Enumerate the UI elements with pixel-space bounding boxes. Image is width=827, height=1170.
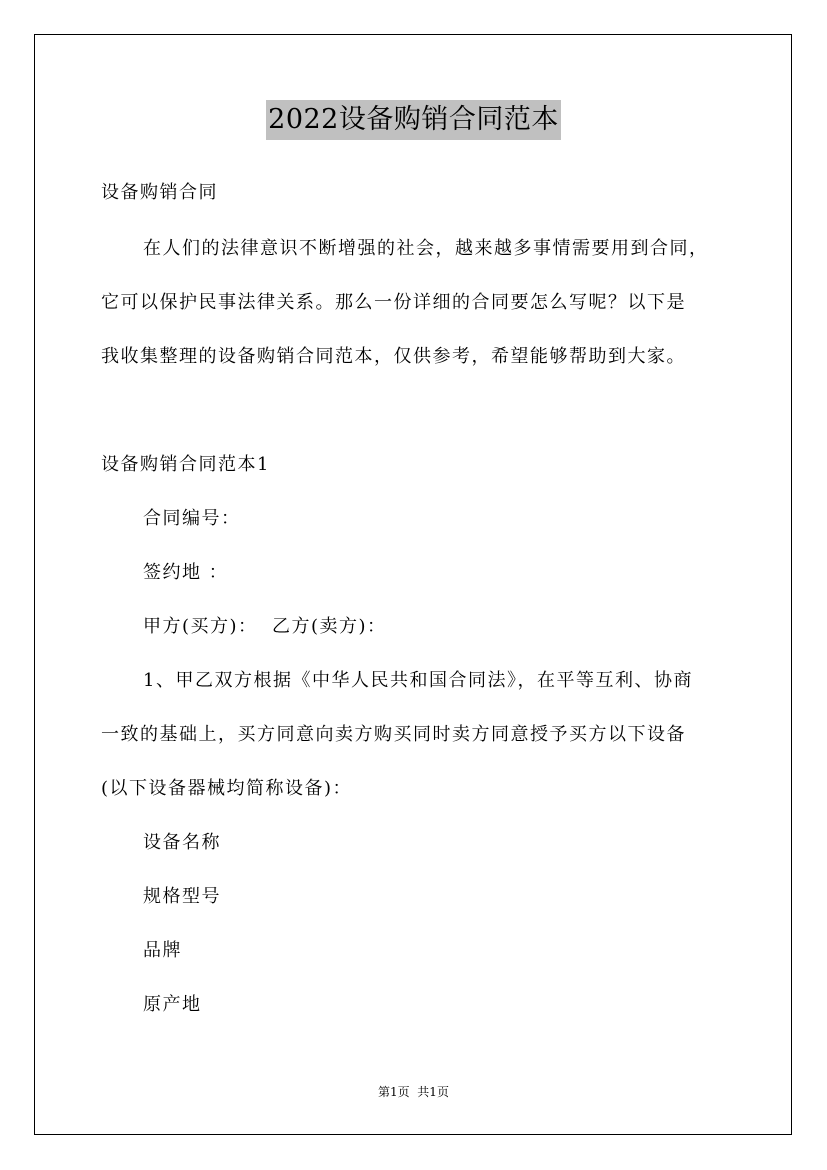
intro-line-2: 它可以保护民事法律关系。那么一份详细的合同要怎么写呢？以下是 (101, 292, 686, 313)
contract-number-label: 合同编号： (143, 508, 241, 529)
signing-place-label: 签约地 ： (143, 562, 229, 583)
item-model: 规格型号 (143, 886, 221, 907)
item-brand: 品牌 (143, 940, 182, 961)
intro-line-3: 我收集整理的设备购销合同范本，仅供参考，希望能够帮助到大家。 (101, 346, 686, 367)
document-subtitle: 设备购销合同 (101, 182, 218, 203)
clause-1-line-1: 1、甲乙双方根据《中华人民共和国合同法》，在平等互利、协商 (143, 670, 693, 691)
title-container (0, 100, 827, 140)
intro-line-1: 在人们的法律意识不断增强的社会，越来越多事情需要用到合同， (143, 238, 709, 259)
parties-label: 甲方(买方)： 乙方(卖方)： (143, 616, 387, 637)
item-equipment-name: 设备名称 (143, 832, 221, 853)
page-footer: 第1页 共1页 (378, 1085, 449, 1099)
clause-1-line-2: 一致的基础上，买方同意向卖方购买同时卖方同意授予买方以下设备 (101, 724, 686, 745)
section-heading: 设备购销合同范本1 (101, 454, 270, 475)
clause-1-line-3: (以下设备器械均简称设备)： (101, 778, 353, 799)
document-title: 2022设备购销合同范本 (266, 100, 561, 140)
item-origin: 原产地 (143, 994, 202, 1015)
